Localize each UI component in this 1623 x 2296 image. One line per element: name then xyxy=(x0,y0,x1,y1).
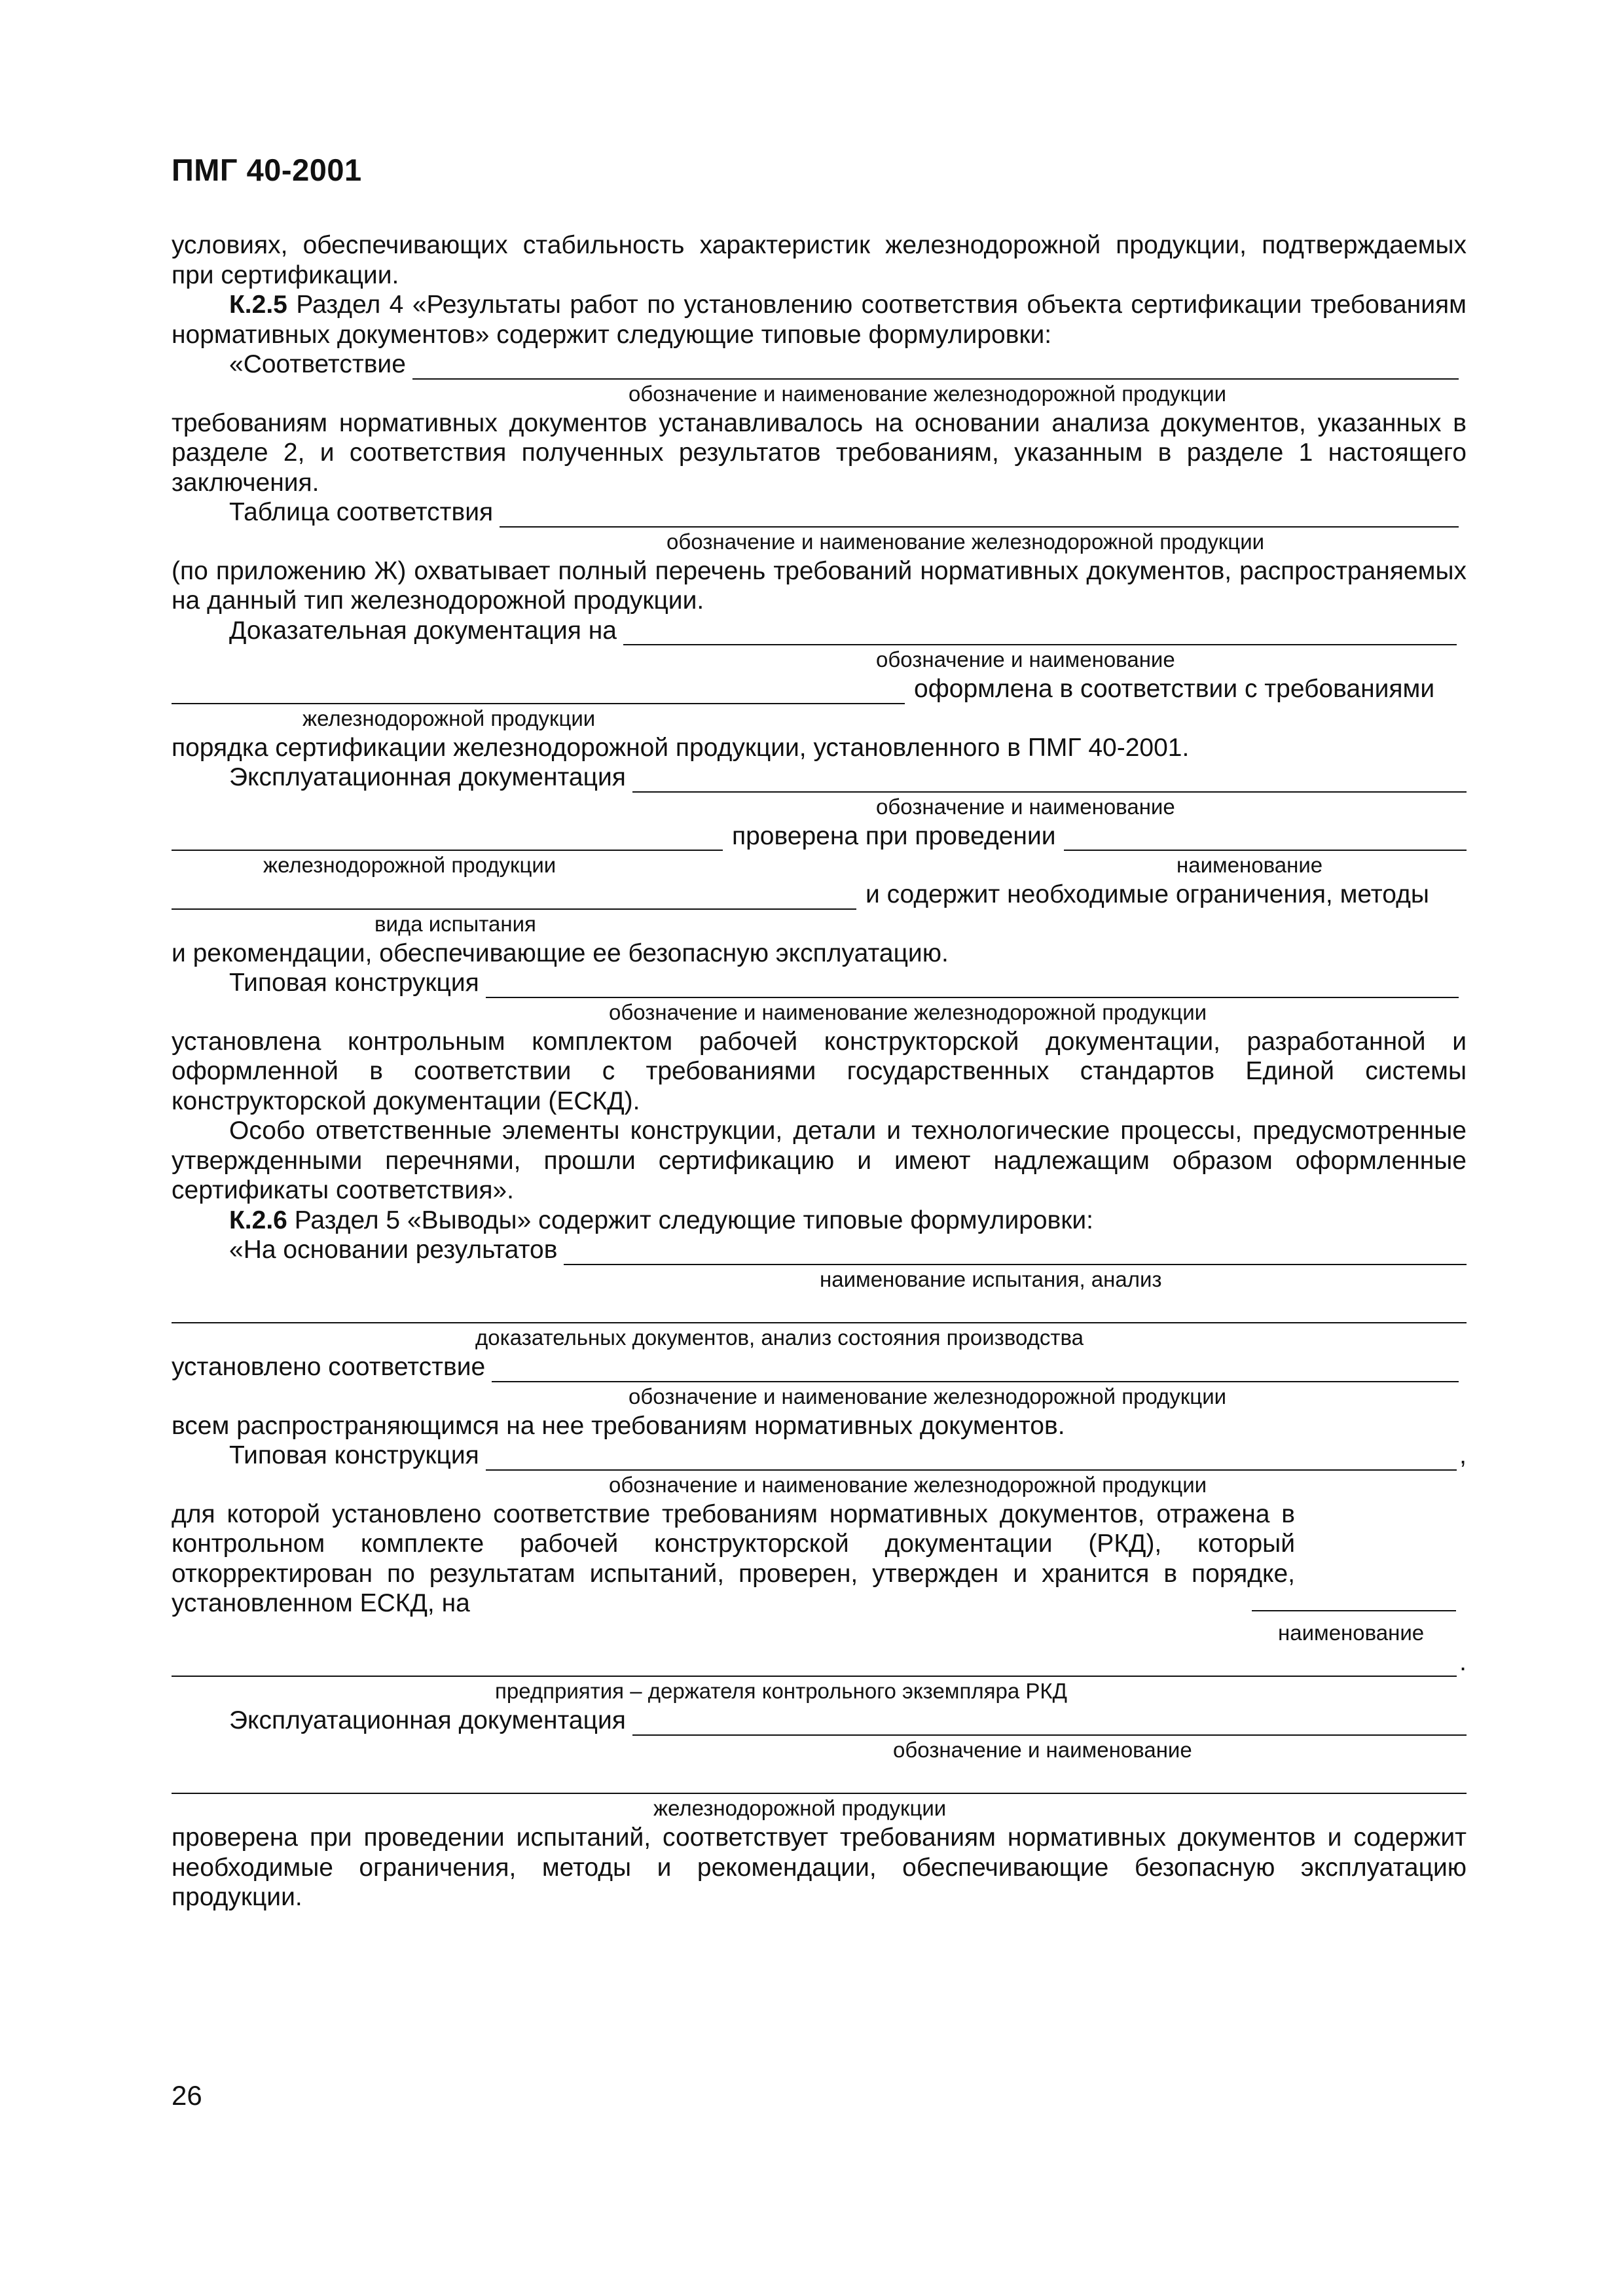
form-line-typical-design-2 xyxy=(172,1441,1467,1471)
paragraph: требованиям нормативных документов устанавливалось на основании анализа документов, указанных в разделе 2, и соответствия полученных результатов требованиям, указанным в разделе 1 настоящего заключения. xyxy=(172,408,1467,497)
field-caption: обозначение и наименование xyxy=(893,1737,1192,1762)
field-caption-row xyxy=(172,1677,1467,1706)
blank-field-line xyxy=(172,1772,1467,1794)
paragraph: и рекомендации, обеспечивающие ее безопасную эксплуатацию. xyxy=(172,939,949,967)
field-caption: обозначение и наименование железнодорожной продукции xyxy=(609,1472,1207,1497)
form-line-conformity-established xyxy=(172,1352,1467,1382)
page-number: 26 xyxy=(172,2080,202,2111)
blank-field-line xyxy=(172,682,905,704)
blank-field-line xyxy=(492,1360,1459,1382)
paragraph: порядка сертификации железнодорожной продукции, установленного в ПМГ 40-2001. xyxy=(172,733,1190,762)
paragraph: Особо ответственные элементы конструкции, детали и технологические процессы, предусмотренные утвержденными перечнями, прошли сертификацию и имеют надлежащим образом оформленные сертификаты соответствия». xyxy=(172,1117,1467,1204)
clause-k26 xyxy=(172,1206,1467,1236)
paragraph-text: для которой установлено соответствие требованиям нормативных документов, отражена в контрольном комплекте рабочей конструкторской документации (РКД), который откорректирован по результатам испытаний, проверен, утвержден и хранится в порядке, установленном ЕСКД, на xyxy=(172,1499,1295,1617)
form-line-conformity xyxy=(172,350,1467,380)
field-caption: доказательных документов, анализ состояния производства xyxy=(475,1325,1084,1350)
field-caption: обозначение и наименование железнодорожной продукции xyxy=(666,529,1265,554)
clause-text: Раздел 4 «Результаты работ по установлению соответствия объекта сертификации требованиям нормативных документов» содержит следующие типовые формулировки: xyxy=(172,291,1467,349)
form-line-operational-docs-2 xyxy=(172,1706,1467,1736)
blank-field-line xyxy=(172,1301,1467,1323)
blank-field-line xyxy=(486,976,1459,998)
blank-field-line xyxy=(564,1243,1467,1265)
form-line-enterprise xyxy=(172,1647,1467,1677)
paragraph: проверена при проведении испытаний, соответствует требованиям нормативных документов и содержит необходимые ограничения, методы и рекомендации, обеспечивающие безопасную эксплуатацию продукции. xyxy=(172,1823,1467,1911)
paragraph: (по приложению Ж) охватывает полный перечень требований нормативных документов, распространяемых на данный тип железнодорожной продукции. xyxy=(172,556,1467,615)
form-label: Эксплуатационная документация xyxy=(229,1706,626,1734)
form-label: «Соответствие xyxy=(229,350,406,378)
blank-field-line xyxy=(412,357,1459,380)
form-label: Доказательная документация на xyxy=(229,616,617,645)
paragraph: установлена контрольным комплектом рабочей конструкторской документации, разработанной и оформленной в соответствии с требованиями государственных стандартов Единой системы конструкторской документации (ЕСКД). xyxy=(172,1027,1467,1115)
clause-number: К.2.6 xyxy=(229,1206,287,1234)
field-caption-row xyxy=(172,998,1467,1027)
form-line-based-on-results xyxy=(172,1235,1467,1265)
field-caption-row xyxy=(172,910,1467,939)
form-label: Эксплуатационная документация xyxy=(229,763,626,791)
field-caption: обозначение и наименование железнодорожной продукции xyxy=(629,1384,1227,1408)
form-text: оформлена в соответствии с требованиями xyxy=(914,675,1435,703)
form-punctuation: , xyxy=(1459,1441,1467,1469)
blank-field-line xyxy=(632,770,1467,793)
blank-field-line xyxy=(1064,829,1467,851)
field-caption-row xyxy=(172,1382,1467,1411)
field-caption-row xyxy=(172,528,1467,556)
field-caption-row xyxy=(172,1736,1467,1765)
form-label: установлено соответствие xyxy=(172,1353,486,1381)
field-caption-row xyxy=(172,1794,1467,1823)
field-caption-row xyxy=(172,793,1467,821)
field-caption: наименование испытания, анализ xyxy=(820,1266,1162,1291)
paragraph-with-blank xyxy=(172,1499,1295,1619)
blank-field-line xyxy=(623,623,1457,645)
blank-field-line xyxy=(1252,1610,1456,1611)
field-caption: железнодорожной продукции xyxy=(263,853,556,877)
form-text: и содержит необходимые ограничения, методы xyxy=(866,880,1429,908)
form-line-conformity-table xyxy=(172,497,1467,528)
field-caption: предприятия – держателя контрольного экземпляра РКД xyxy=(495,1679,1067,1703)
field-caption: железнодорожной продукции xyxy=(302,706,596,730)
form-line-evidence-docs-cont xyxy=(172,674,1467,704)
form-line-operational-docs-cont xyxy=(172,821,1467,852)
field-caption: наименование xyxy=(1176,853,1323,877)
field-caption-row xyxy=(172,1265,1467,1294)
blank-field-line xyxy=(500,505,1459,528)
form-line-blank-full-2 xyxy=(172,1765,1467,1795)
field-caption-row xyxy=(172,704,1467,733)
doc-code-header: ПМГ 40-2001 xyxy=(172,152,362,187)
form-label: «На основании результатов xyxy=(229,1236,558,1264)
blank-field-line xyxy=(172,888,856,910)
field-caption-row xyxy=(172,1471,1467,1499)
page-body xyxy=(172,230,1467,1912)
clause-number: К.2.5 xyxy=(229,291,287,319)
field-caption: обозначение и наименование железнодорожной продукции xyxy=(609,999,1207,1024)
field-caption: наименование xyxy=(1278,1620,1425,1645)
form-line-blank-full xyxy=(172,1294,1467,1324)
form-label: Типовая конструкция xyxy=(229,1441,479,1469)
field-caption-row xyxy=(172,851,1467,880)
field-caption-row xyxy=(172,1619,1467,1647)
form-line-operational-docs xyxy=(172,762,1467,793)
blank-field-line xyxy=(172,1655,1457,1677)
paragraph-continuation: условиях, обеспечивающих стабильность характеристик железнодорожной продукции, подтверждаемых при сертификации. xyxy=(172,231,1467,289)
form-text: проверена при проведении xyxy=(732,821,1056,850)
field-caption-row xyxy=(172,645,1467,674)
paragraph: всем распространяющимся на нее требованиям нормативных документов. xyxy=(172,1411,1065,1440)
field-caption-row xyxy=(172,380,1467,408)
field-caption: обозначение и наименование xyxy=(876,647,1175,672)
form-line-test-type xyxy=(172,880,1467,910)
form-line-evidence-docs xyxy=(172,616,1467,646)
field-caption: железнодорожной продукции xyxy=(653,1796,947,1820)
clause-k25 xyxy=(172,290,1467,350)
form-label: Таблица соответствия xyxy=(229,498,494,526)
form-label: Типовая конструкция xyxy=(229,969,479,997)
field-caption: обозначение и наименование xyxy=(876,794,1175,819)
field-caption-row xyxy=(172,1323,1467,1352)
blank-field-line xyxy=(632,1713,1467,1736)
blank-field-line xyxy=(172,829,723,851)
blank-field-line xyxy=(486,1448,1457,1471)
form-line-typical-design xyxy=(172,968,1467,998)
clause-text: Раздел 5 «Выводы» содержит следующие типовые формулировки: xyxy=(287,1206,1094,1234)
form-punctuation: . xyxy=(1459,1647,1467,1676)
field-caption: вида испытания xyxy=(374,911,536,936)
field-caption: обозначение и наименование железнодорожной продукции xyxy=(629,381,1227,406)
